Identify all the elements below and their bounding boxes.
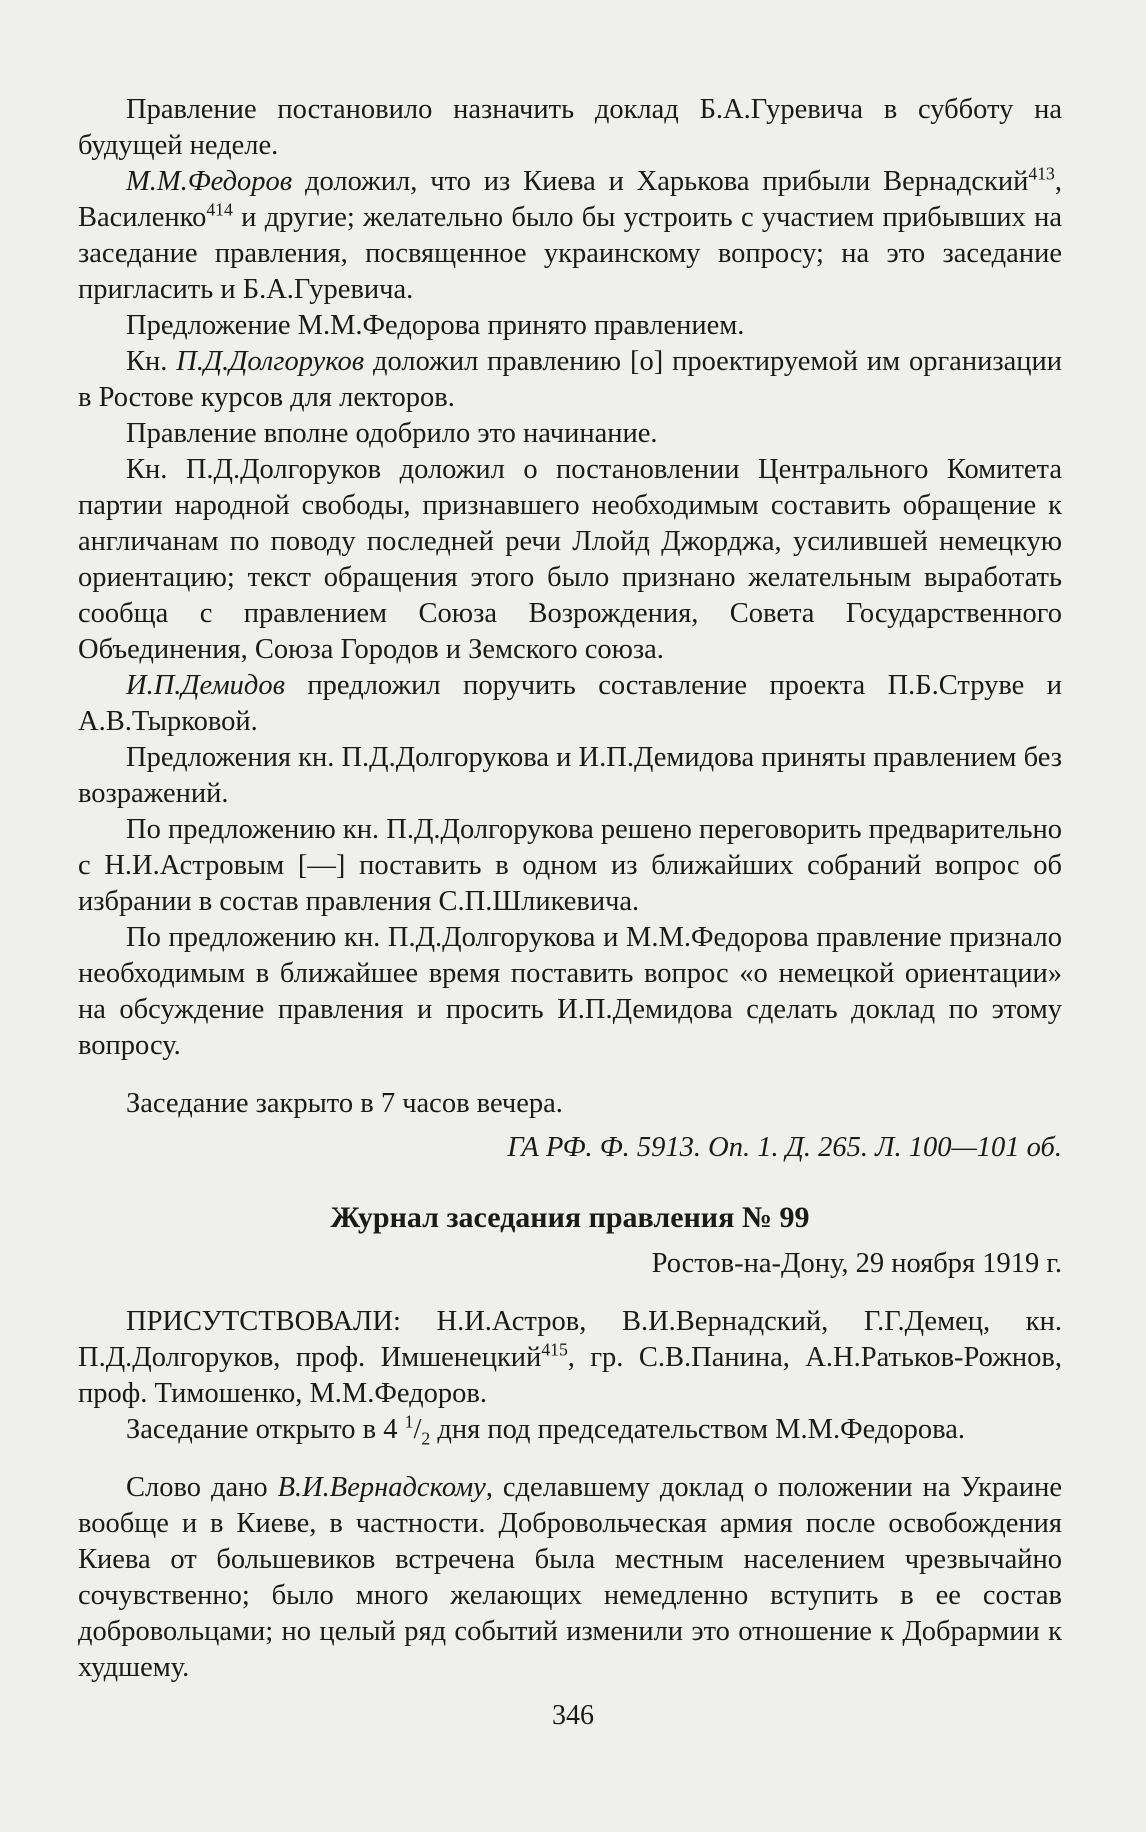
paragraph: [78, 1086, 1062, 1122]
text-run: Журнал заседания правления № 99: [330, 1201, 810, 1234]
text-run: Правление вполне одобрило это начинание.: [126, 418, 658, 449]
document-body: [78, 92, 1062, 1686]
text-run: Заседание закрыто в 7 часов вечера.: [126, 1088, 563, 1119]
paragraph: [78, 920, 1062, 1064]
text-run: По предложению кн. П.Д.Долгорукова и М.М.Федорова правление признало необходимым в ближайшее время поставить вопрос «о немецкой ориентации» на обсуждение правления и просить И.П.Демидова сделать доклад по этому вопросу.: [78, 922, 1062, 1061]
text-run: ПРИСУТСТВОВАЛИ: Н.И.Астров, В.И.Вернадский, Г.Г.Демец, кн. П.Д.Долгоруков, проф. Имшенецкий: [78, 1306, 1062, 1373]
text-run: , сделавшему доклад о положении на Украине вообще и в Киеве, в частности. Добровольческая армия после освобождения Киева от большевиков встречена была местным населением чрезвычайно сочувственно; было много желающих немедленно вступить в ее состав добровольцами; но целый ряд событий изменили это отношение к Добрармии к худшему.: [78, 1472, 1062, 1683]
text-run: Кн.: [126, 346, 177, 377]
source-citation: [78, 1130, 1062, 1166]
text-run: Кн. П.Д.Долгоруков доложил о постановлении Центрального Комитета партии народной свободы, признавшего необходимым составить обращение к англичанам по поводу последней речи Ллойд Джорджа, усилившей немецкую ориентацию; текст обращения этого было признано желательным выработать сообща с правлением Союза Возрождения, Совета Государственного Объединения, Союза Городов и Земского союза.: [78, 454, 1062, 665]
text-run: доложил правлению [о] проектируемой им организации в Ростове курсов для лекторов.: [78, 346, 1063, 413]
paragraph: [78, 1304, 1062, 1412]
paragraph: [78, 308, 1062, 344]
footnote-ref: 413: [1028, 163, 1055, 184]
paragraph: [78, 668, 1062, 740]
footnote-ref: 414: [206, 199, 233, 220]
paragraph: [78, 740, 1062, 812]
text-run: Правление постановило назначить доклад Б.А.Гуревича в субботу на будущей неделе.: [78, 94, 1062, 161]
paragraph: [78, 92, 1062, 164]
paragraph: [78, 1470, 1062, 1686]
paragraph: [78, 344, 1062, 416]
paragraph: [78, 1412, 1062, 1448]
text-run: Слово дано: [126, 1472, 278, 1503]
text-run: ГА РФ. Ф. 5913. Оп. 1. Д. 265. Л. 100—101 об.: [507, 1132, 1062, 1163]
text-run: Предложение М.М.Федорова принято правлением.: [126, 310, 745, 341]
paragraph: [78, 416, 1062, 452]
text-run: предложил поручить составление проекта П.Б.Струве и А.В.Тырковой.: [78, 670, 1062, 737]
text-run: доложил, что из Киева и Харькова прибыли Вернадский: [292, 166, 1029, 197]
text-run: , гр. С.В.Панина, А.Н.Ратьков-Рожнов, проф. Тимошенко, М.М.Федоров.: [78, 1342, 1062, 1409]
person-name: П.Д.Долгоруков: [176, 346, 365, 377]
person-name: И.П.Демидов: [126, 670, 285, 701]
text-run: , Василенко: [78, 166, 1062, 233]
paragraph: [78, 164, 1062, 308]
text-run: Заседание открыто в 4: [126, 1414, 405, 1445]
place-date: [78, 1246, 1062, 1282]
person-name: М.М.Федоров: [126, 166, 293, 197]
text-run: дня под председательством М.М.Федорова.: [430, 1414, 965, 1445]
text-run: 2: [421, 1428, 431, 1449]
footnote-ref: 1: [404, 1411, 414, 1432]
text-run: и другие; желательно было бы устроить с участием прибывших на заседание правления, посвященное украинскому вопросу; на это заседание пригласить и Б.А.Гуревича.: [78, 202, 1062, 305]
text-run: Предложения кн. П.Д.Долгорукова и И.П.Демидова приняты правлением без возражений.: [78, 742, 1062, 809]
paragraph: [78, 452, 1062, 668]
person-name: В.И.Вернадскому: [277, 1472, 486, 1503]
section-title: [78, 1200, 1062, 1236]
text-run: По предложению кн. П.Д.Долгорукова решено переговорить предварительно с Н.И.Астровым [—] поставить в одном из ближайших собраний вопрос об избрании в состав правления С.П.Шликевича.: [78, 814, 1062, 917]
page-number: 346: [552, 1700, 594, 1731]
text-run: Ростов-на-Дону, 29 ноября 1919 г.: [651, 1248, 1062, 1279]
paragraph: [78, 812, 1062, 920]
footnote-ref: 415: [541, 1339, 568, 1360]
text-run: /: [413, 1414, 422, 1445]
